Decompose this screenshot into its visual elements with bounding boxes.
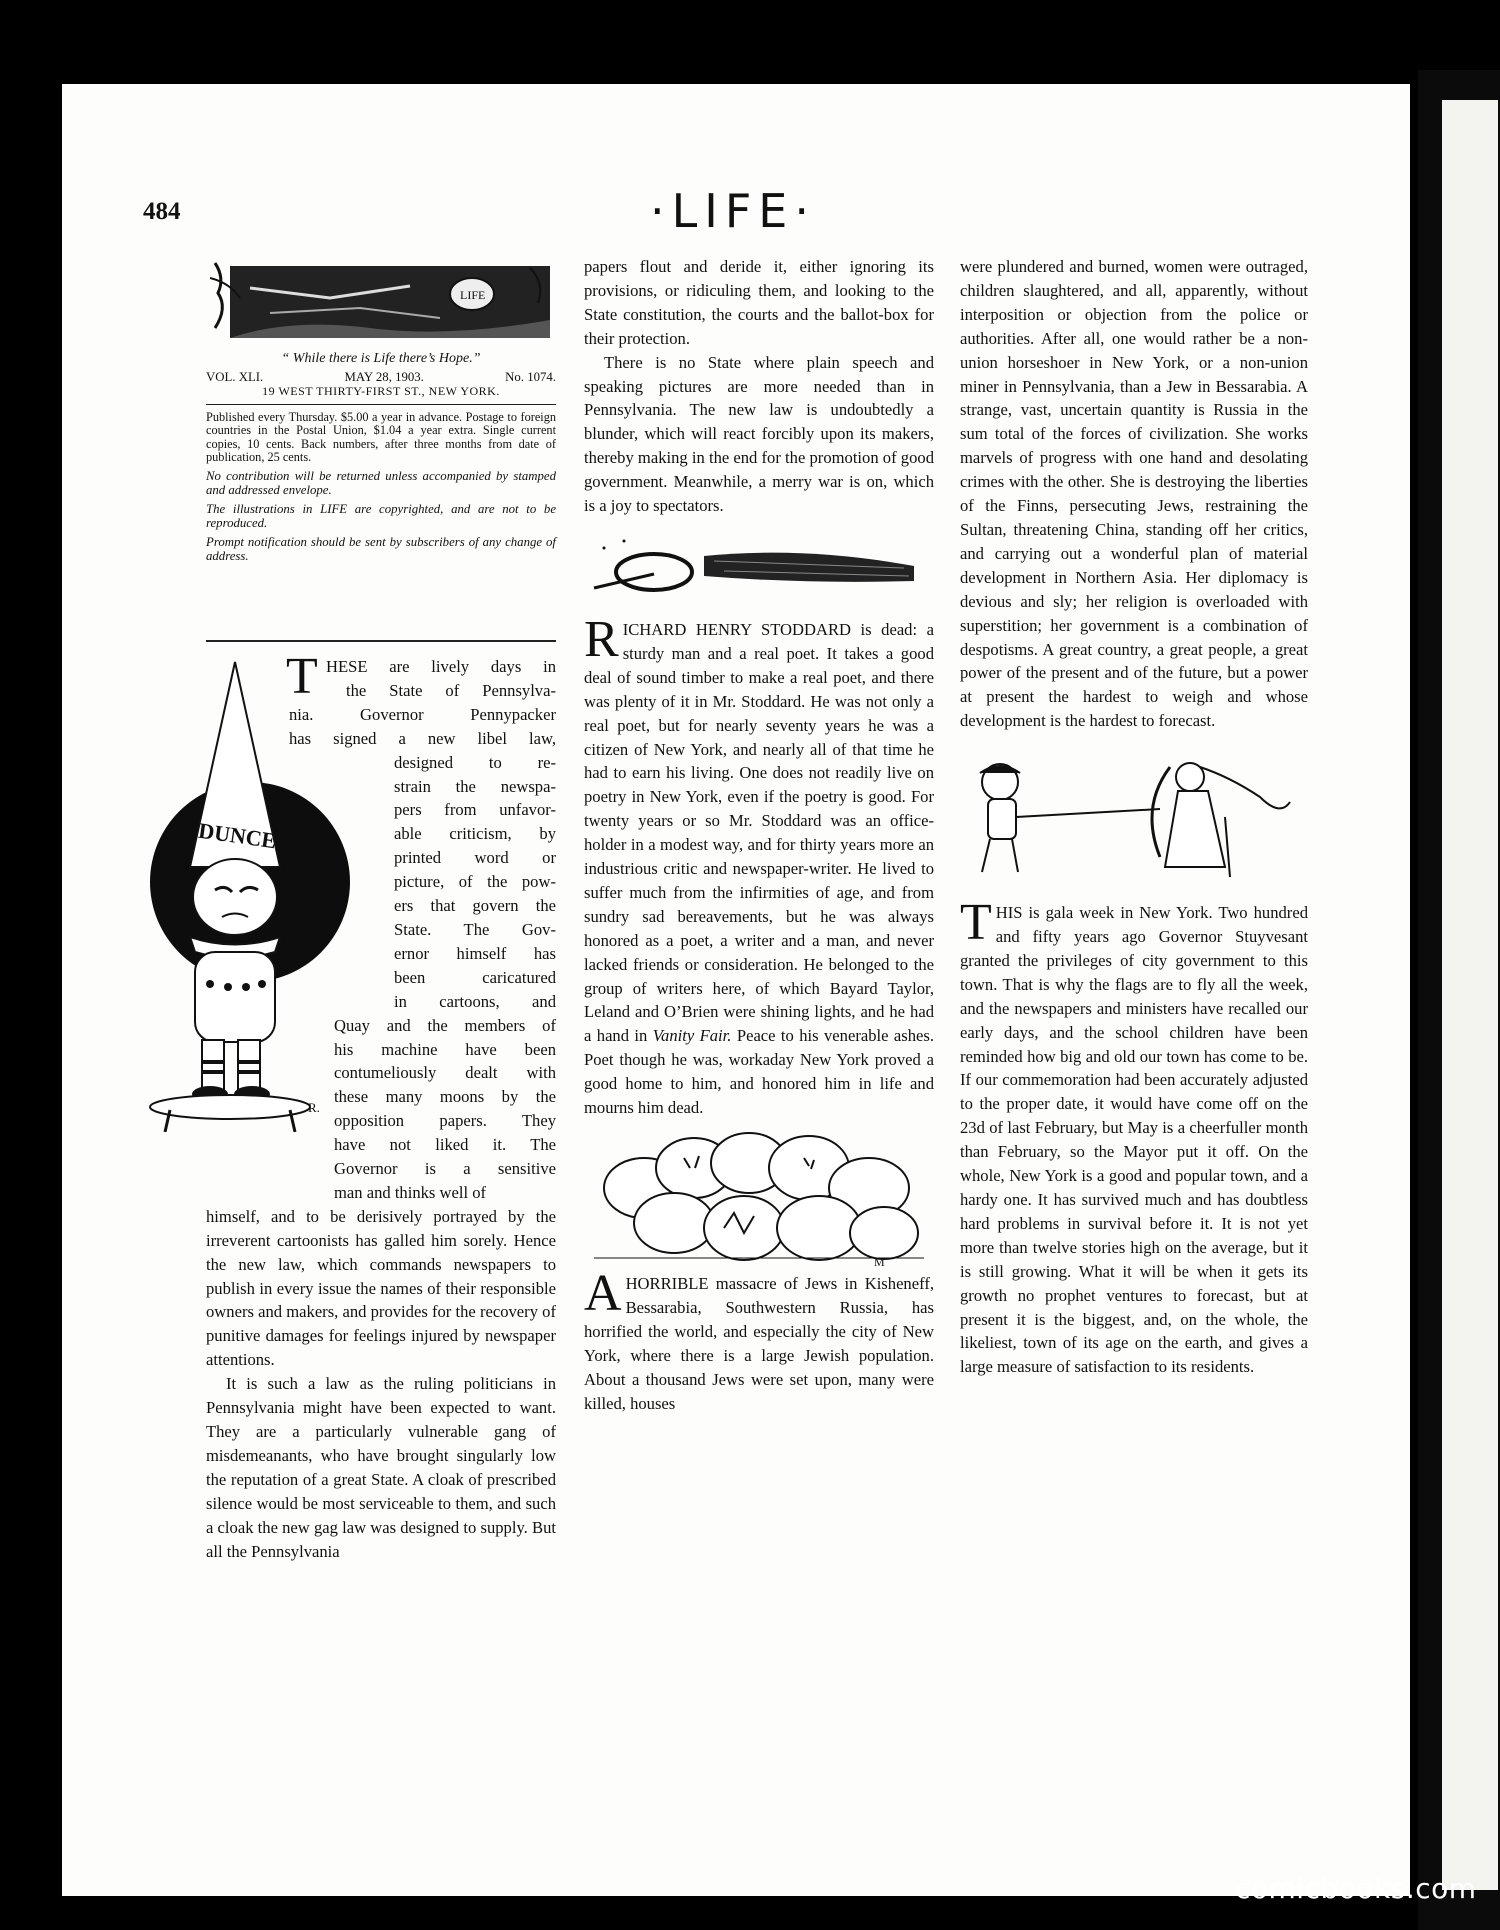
article-paragraph: It is such a law as the ruling politicians in Pennsylvania might have been expected to want. They are a particularly vulnerable gang of misdemeanants, who have brought singularly low the reputation of a great State. A cloak of prescribed silence would be most serviceable to them, and such a cloak the new gag law was designed to supply. But all the Pennsylvania: [206, 1374, 556, 1561]
article-wrapped-lines: [206, 648, 556, 1205]
article-line: these many moons by the: [334, 1087, 556, 1107]
drop-cap: T: [960, 894, 992, 952]
address: 19 WEST THIRTY-FIRST ST., NEW YORK.: [262, 384, 500, 398]
contribution-notice: No contribution will be returned unless accompanied by stamped and addressed envelope.: [206, 468, 556, 497]
article-paragraph: were plundered and burned, women were outraged, children slaughtered, and all, apparently, without interposition or objection from the police or authorities. After all, one would rather be a non-union horseshoer in New York, or a non-union miner in Pennsylvania, than a Jew in Bessarabia. A strange, vast, uncertain quantity is Russia in the sum total of the forces of civilization. She works marvels of progress with one hand and desolating crimes with the other. She is destroying the liberties of the Finns, persecuting Jews, restraining the Sultan, threatening China, standing off her critics, and carrying out a wonderful plan of material development in Northern Asia. Her diplomacy is devious and sly; her religion is overloaded with superstition; her government is a combination of despotisms. A great country, a great people, a great power of the present and of the future, but a power at present the hardest to weigh and whose development is the hardest to forecast.: [960, 257, 1308, 731]
article-line: opposition papers. They: [334, 1111, 556, 1131]
copyright-notice: The illustrations in LIFE are copyrighted, and are not to be reproduced.: [206, 501, 556, 530]
header-illustration: [210, 258, 556, 352]
article-line: picture, of the pow-: [394, 872, 556, 892]
article-paragraph: There is no State where plain speech and speaking pictures are more needed than in Pennsylvania. The new law is undoubtedly a blunder, which will react forcibly upon its makers, thereby making in the end for the promotion of good government. Meanwhile, a merry war is on, which is a joy to spectators.: [584, 352, 934, 516]
column-2: [584, 255, 934, 1415]
svg-text:LIFE: LIFE: [460, 288, 486, 302]
issue-date: MAY 28, 1903.: [344, 369, 424, 384]
article-paragraph: himself, and to be derisively portrayed by the irreverent cartoonists has galled him sorely. Hence the new law, which commands newspapers to publish in every issue the names of their responsible owners and makers, and provides for the recovery of punitive damages for feelings injured by newspaper attentions.: [206, 1206, 556, 1370]
issue-number: No. 1074.: [505, 369, 556, 384]
drop-cap: R: [584, 610, 619, 668]
article-line: Governor is a sensitive: [334, 1159, 556, 1179]
article-line: has signed a new libel law,: [289, 728, 556, 748]
article-stoddard: RICHARD HENRY STODDARD is dead: a sturdy man and a real poet. It takes a good deal of sound timber to make a real poet, and there was plenty of it in Mr. Stoddard. He was not only a real poet, but for nearly seventy years he was a citizen of New York, and nearly all of that time he had to earn his living. One does not readily live on poetry in New York, even if the poetry is good. For twenty years or so Mr. Stoddard was an office-holder in a modest way, and for thirty years more an industrious critic and newspaper-writer. He lived to suffer much from the infirmities of age, and from sundry sad bereavements, but he was always honored as a poet, a writer and a man, and never lacked friends or consideration. He belonged to the group of writers here, of which Bayard Taylor, Leland and O’Brien were shining lights, and he had a hand in Vanity Fair. Peace to his venerable ashes. Poet though he was, workaday New York proved a good home to him, and honored him in life and mourns him dead.: [584, 610, 934, 1118]
dunce-cap-label: DUNCE: [196, 817, 278, 854]
article-line: designed to re-: [394, 752, 556, 772]
article-line: ers that govern the: [394, 896, 556, 916]
article-pennsylvania-libel-law: [206, 648, 556, 1563]
article-line: strain the newspa-: [394, 776, 556, 796]
knickerbocker-and-father-time-illustration: [960, 747, 1308, 887]
address-change-notice: Prompt notification should be sent by subscribers of any change of address.: [206, 534, 556, 563]
article-line: able criticism, by: [394, 824, 556, 844]
article-line: Quay and the members of: [334, 1015, 556, 1035]
article-line: been caricatured: [394, 967, 556, 987]
article-line: contumeliously dealt with: [334, 1063, 556, 1083]
eggs-illustration: [584, 1128, 934, 1268]
article-paragraph: papers flout and deride it, either ignoring its provisions, or ridiculing them, and looking to the State constitution, the courts and the ballot-box for their protection.: [584, 257, 934, 348]
watermark: comicbooks.com: [1235, 1872, 1477, 1905]
article-line: printed word or: [394, 848, 556, 868]
drop-cap: T: [286, 648, 318, 705]
article-kisheneff-massacre: AHORRIBLE massacre of Jews in Kisheneff, Bessarabia, Southwestern Russia, has horrified the world, and especially the city of New York, where there is a large Jewish population. About a thousand Jews were set upon, many were killed, houses: [584, 1265, 934, 1413]
volume-line: [206, 370, 556, 385]
article-line: pers from unfavor-: [394, 800, 556, 820]
article-line: his machine have been: [334, 1039, 556, 1059]
article-line: have not liked it. The: [334, 1135, 556, 1155]
article-line: the State of Pennsylva-: [346, 680, 556, 700]
column-3: [960, 255, 1308, 1379]
motto: “ While there is Life there’s Hope.”: [281, 351, 481, 366]
publication-info: [206, 352, 556, 568]
pen-and-quill-illustration: [584, 526, 934, 612]
section-rule: [206, 640, 556, 642]
article-line: in cartoons, and: [394, 991, 556, 1011]
volume: VOL. XLI.: [206, 369, 264, 384]
page-number: 484: [143, 198, 181, 225]
dunce-signature: R.: [308, 1100, 320, 1115]
adjacent-page-edge: [1418, 70, 1500, 1930]
article-line: nia. Governor Pennypacker: [289, 704, 556, 724]
subscription-terms: Published every Thursday. $5.00 a year in advance. Postage to foreign countries in the Postal Union, $1.04 a year extra. Single current copies, 10 cents. Back numbers, after three months from date of publication, 25 cents.: [206, 409, 556, 464]
article-line: HESE are lively days in: [326, 657, 556, 676]
article-line: man and thinks well of: [334, 1182, 487, 1202]
article-gala-week: THIS is gala week in New York. Two hundred and fifty years ago Governor Stuyvesant granted the privileges of city government to this town. That is why the flags are to fly all the week, and the newspapers and ministers have recalled our early days, and the school children have been reminded how big and old our town has come to be. If our commemoration had been accurately adjusted to the proper date, it would have come off on the 23d of last February, but May is a cheerfuller month than February, so the Mayor put it off. On the whole, New York is a good and popular town, and a hardy one. It has survived much and has doubtless hard problems in survival before it. It is not yet more than twelve stories high on the average, but it is still growing. What it will be when it gets its growth no prophet ventures to forecast, but at present it is the biggest, and, on the whole, the likeliest, town of its age on the earth, and gives a large measure of satisfaction to its residents.: [960, 894, 1308, 1377]
drop-cap: A: [584, 1265, 622, 1322]
article-line: State. The Gov-: [394, 919, 556, 939]
eggs-signature: M: [874, 1255, 885, 1268]
masthead-title: ·LIFE·: [650, 184, 816, 238]
article-line: ernor himself has: [394, 943, 556, 963]
